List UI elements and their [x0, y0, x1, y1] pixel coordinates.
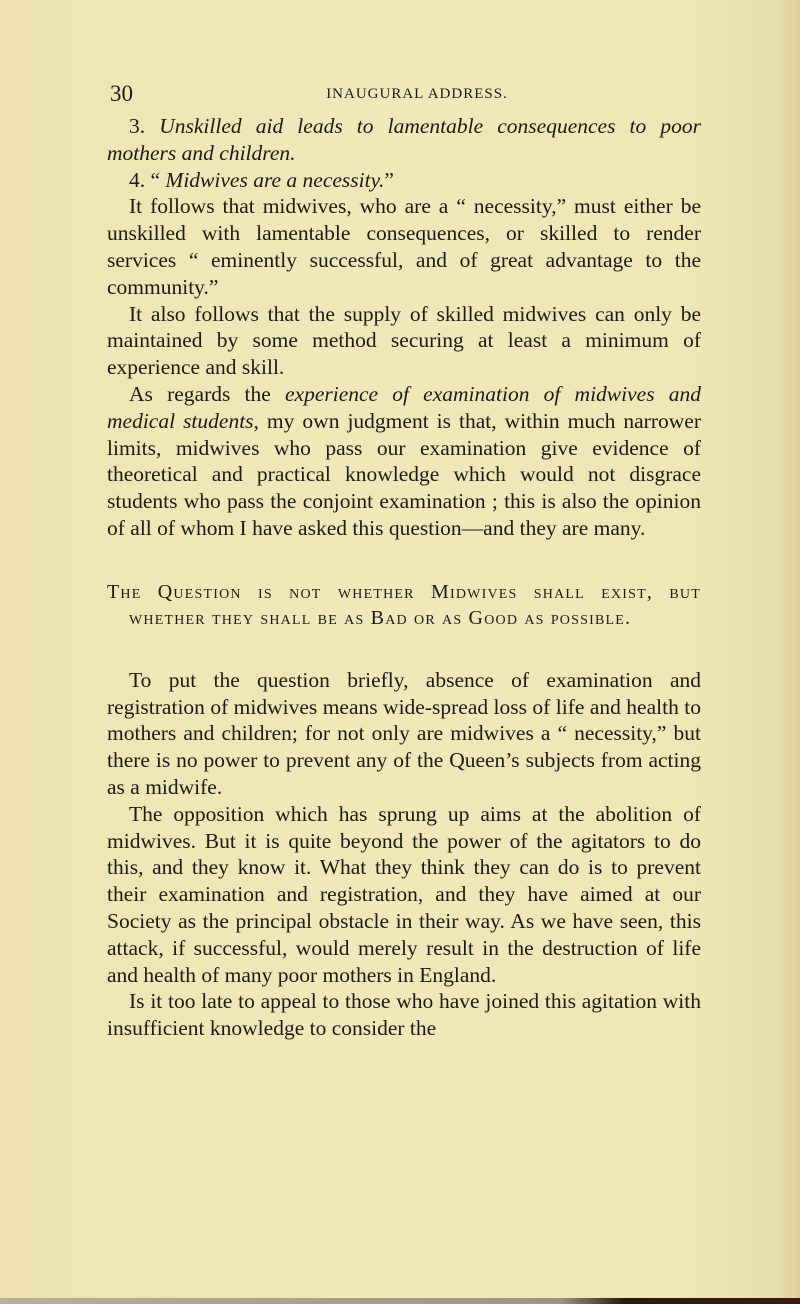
paragraph: To put the question briefly, absence of examination and registration of midwives means wide-spread loss of life and health to mothers and children; for not only are midwives a “ necessity,” but there is no power to prevent any of the Queen’s subjects from acting as a midwife.: [107, 667, 701, 799]
paragraph-point-3: [107, 113, 701, 167]
text-run: , my own judgment is that, within much narrower limits, midwives who pass our examination give evidence of theoretical and practical knowledge which would not disgrace students who pass the conjoint examination ; this is also the opinion of all of whom I have asked this question—and they are many.: [107, 408, 701, 540]
page-header: [110, 82, 702, 106]
paragraph-point-4: [107, 167, 701, 194]
body-text: [107, 113, 701, 1042]
italic-phrase: experience of examination of midwives and medical students: [107, 381, 701, 433]
page-number: 30: [110, 81, 133, 106]
italic-statement: Midwives are a necessity.: [165, 167, 385, 192]
list-number: 4. “: [129, 167, 166, 192]
list-number: 3.: [129, 114, 160, 138]
closing-quote: ”: [384, 167, 394, 192]
text-run: As regards the: [129, 381, 285, 406]
page-edge-shadow: [792, 0, 800, 1304]
paragraph: The opposition which has sprung up aims at the abolition of midwives. But it is quite beyond the power of the agitators to do this, and they know it. What they think they can do is to prevent their examination and registration, and they have aimed at our Society as the principal obstacle in their way. As we have seen, this attack, if successful, would merely result in the destruction of life and health of many poor mothers in England.: [107, 801, 701, 987]
italic-statement: Unskilled aid leads to lamentable consequences to poor mothers and children.: [107, 114, 701, 165]
paragraph: It also follows that the supply of skilled midwives can only be maintained by some method securing at least a minimum of experience and skill.: [107, 301, 701, 380]
section-heading: The Question is not whether Midwives shall exist, but whether they shall be as Bad or as Good as possible.: [107, 580, 701, 629]
running-head: INAUGURAL ADDRESS.: [326, 86, 508, 102]
paragraph: It follows that midwives, who are a “ necessity,” must either be unskilled with lamentable consequences, or skilled to render services “ eminently successful, and of great advantage to the community.”: [107, 194, 701, 299]
paragraph: Is it too late to appeal to those who have joined this agitation with insufficient knowledge to consider the: [107, 989, 701, 1041]
paragraph-experience: [107, 381, 701, 542]
page-bottom-edge: [0, 1298, 800, 1304]
